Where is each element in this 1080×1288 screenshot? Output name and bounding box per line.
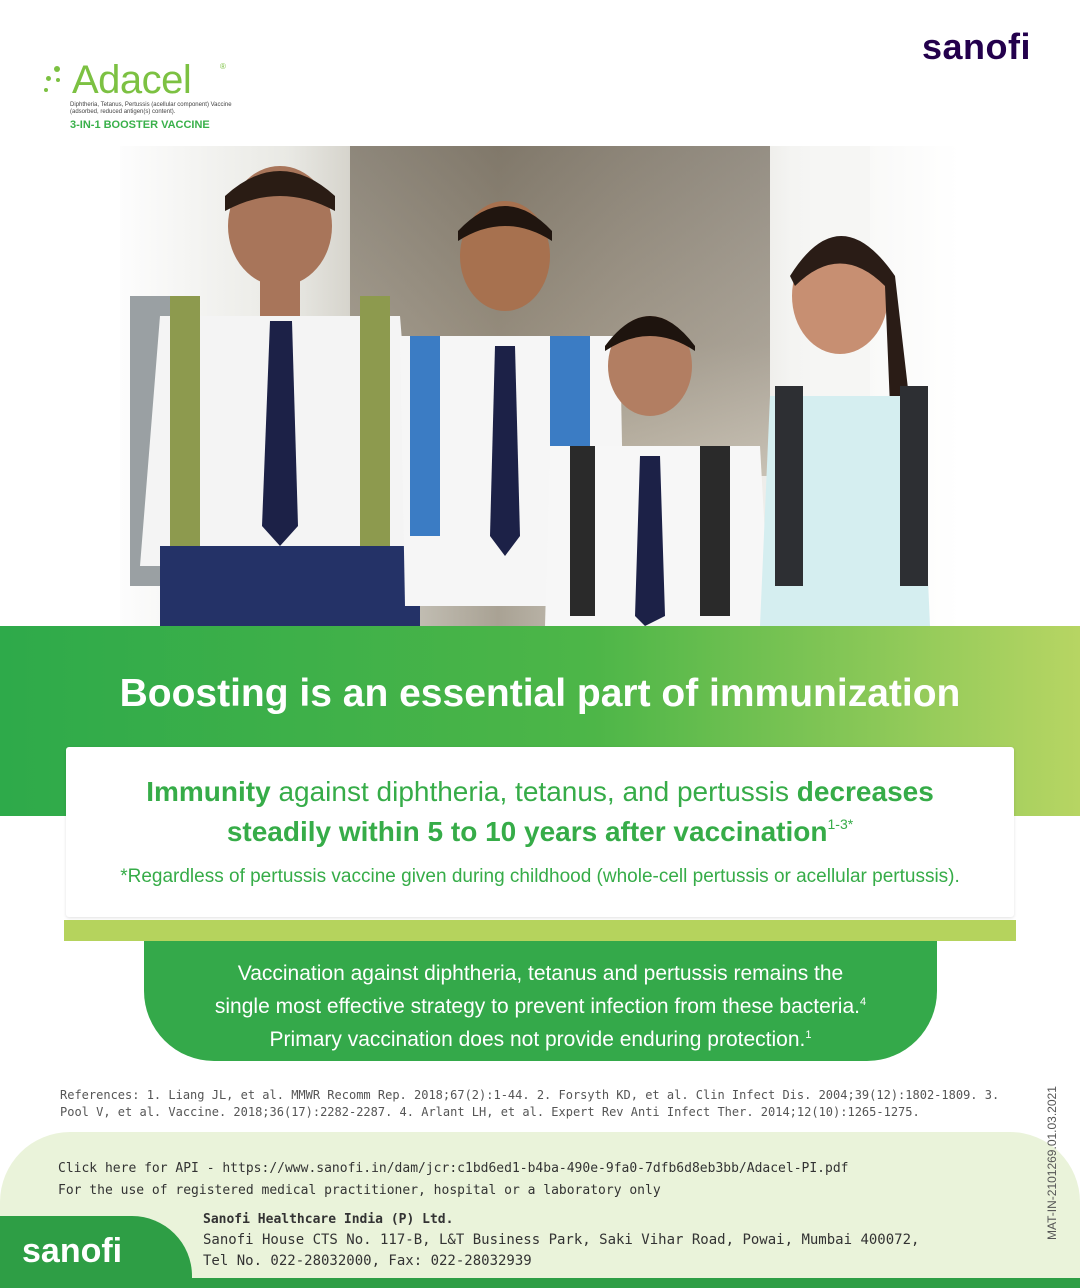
bottom-bar	[0, 1278, 1080, 1288]
card-line-2: steadily within 5 to 10 years after vaccination$^{1-3*}$	[226, 816, 854, 847]
sanofi-footer-logo: sanofi	[22, 1232, 123, 1270]
vaccination-message	[144, 960, 937, 1054]
company-contact: Tel No. 022-28032000, Fax: 022-28032939	[203, 1253, 532, 1269]
message-line-3: Primary vaccination does not provide enduring protection.$^1$	[269, 1028, 812, 1051]
registered-mark: ®	[220, 62, 226, 71]
product-tagline: 3-IN-1 BOOSTER VACCINE	[70, 119, 210, 131]
references: References: 1. Liang JL, et al. MMWR Recomm Rep. 2018;67(2):1-44. 2. Forsyth KD, et al. Clin Infect Dis. 2004;39(12):1802-1809. 3. Pool V, et al. Vaccine. 2018;36(17):2282-2287. 4. Arlant LH, et al. Expert Rev Anti Infect Ther. 2014;12(10):1265-1275.	[60, 1088, 1000, 1119]
headline: Boosting is an essential part of immunization	[119, 672, 961, 715]
product-name: Adacel	[72, 58, 192, 102]
adacel-dots-icon	[44, 66, 70, 98]
card-line-1: Immunity against diphtheria, tetanus, and pertussis decreases	[146, 776, 934, 807]
api-link[interactable]: Click here for API - https://www.sanofi.in/dam/jcr:c1bd6ed1-b4ba-490e-9fa0-7dfb6d8eb3bb/Adacel-PI.pdf	[58, 1161, 849, 1176]
product-description: Diphtheria, Tetanus, Pertussis (acellular component) Vaccine (adsorbed, reduced antigen(s) content).	[70, 102, 232, 115]
card-footnote: *Regardless of pertussis vaccine given during childhood (whole-cell pertussis or acellular pertussis).	[120, 866, 960, 887]
company-address: Sanofi House CTS No. 117-B, L&T Business Park, Saki Vihar Road, Powai, Mumbai 400072,	[203, 1232, 920, 1248]
usage-notice: For the use of registered medical practitioner, hospital or a laboratory only	[58, 1183, 661, 1198]
message-line-1: Vaccination against diphtheria, tetanus and pertussis remains the	[237, 962, 844, 985]
hero-photo	[120, 146, 960, 626]
lime-divider	[64, 920, 1016, 941]
company-name: Sanofi Healthcare India (P) Ltd.	[203, 1212, 454, 1227]
sanofi-logo: sanofi	[922, 26, 1032, 67]
message-line-2: single most effective strategy to prevent infection from these bacteria.$^4$	[214, 995, 867, 1018]
child-1	[130, 166, 420, 626]
child-4	[760, 236, 930, 626]
adacel-logo	[44, 58, 244, 138]
